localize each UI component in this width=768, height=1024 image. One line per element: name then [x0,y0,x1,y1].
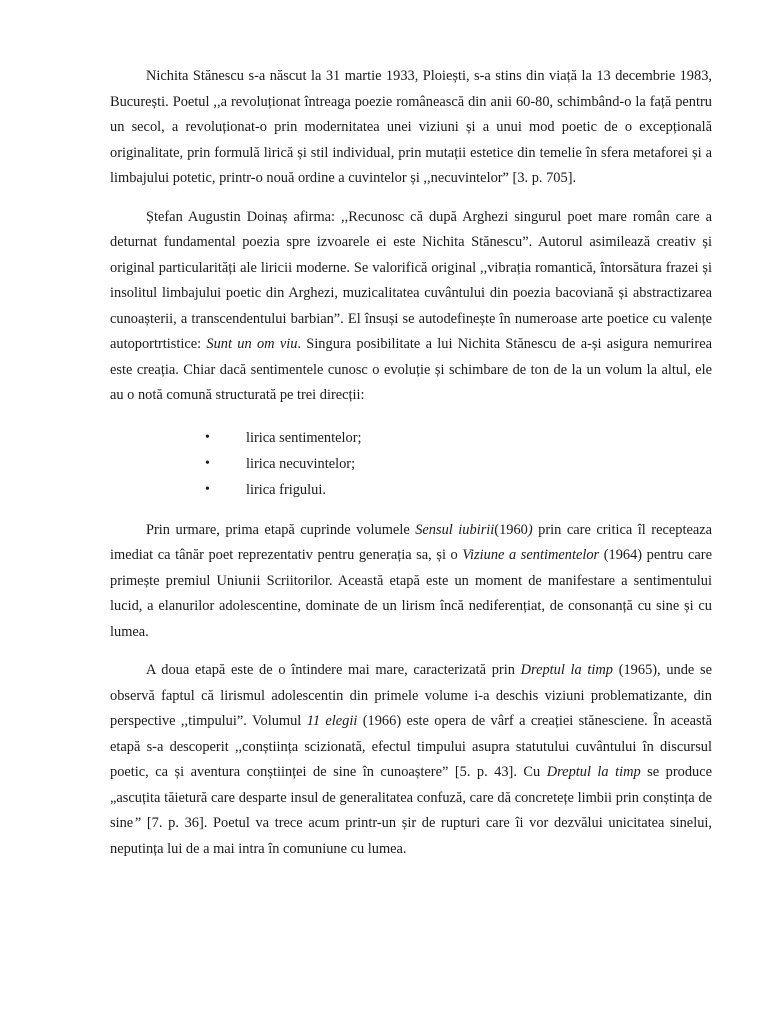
text-run: (1966) este opera de vârf a creației stănesciene. În această etapă s-a descoperit ,,conștiința scizionată, efectul timpului asupra statutului cuvântului în discursul poetic, ca și aventura conștiinței de sine în cunoaștere” [5. p. 43]. Cu [110,713,712,780]
text-run: se produce „ascuțita tăietură care desparte insul de generalitatea confuză, care dă concretețe limbii prin conștința de sine [110,764,713,831]
text-run: (1960 [494,521,528,538]
text-run: [7. p. 36]. Poetul va trece acum printr-un șir de rupturi care îi vor dezvălui unicitatea sinelui, neputința lui de a mai intra în comuniune cu lumea. [110,815,712,857]
text-run: (1964) pentru care primește premiul Uniunii Scriitorilor. Această etapă este un moment de manifestare a sentimentului lucid, a elanurilor adolescentine, dominate de un lirism încă nediferențiat, de consonanță cu sine și cu lumea. [110,547,712,640]
list-item-text: lirica necuvintelor; [246,455,356,472]
list-item [110,425,712,451]
bullet-icon: • [205,455,210,471]
paragraph-biography [110,64,712,192]
text-run: prin care critica îl recepteaza imediat ca tânăr poet reprezentativ pentru generația sa, și o [110,521,713,563]
bullet-icon: • [205,429,210,445]
italic-text: ” [133,815,142,831]
list-item-text: lirica sentimentelor; [246,429,362,446]
italic-text: Sensul iubirii [415,521,495,538]
document-page [110,64,712,862]
text-run: A doua etapă este de o întindere mai mare, caracterizată prin [146,662,521,678]
text-run: Nichita Stănescu s-a născut la 31 martie 1933, Ploiești, s-a stins din viață la 13 decembrie 1983, București. Poetul ,,a revoluționat întreaga poezie românească din anii 60-80, schimbând-o la față pentru un secol, a revoluționat-o prin modernitatea unei viziuni și a unui mod poetic de o excepțională originalitate, prin formulă lirică și stil individual, prin mutații estetice din temelie în sfera metaforei și a limbajului potetic, printr-o nouă ordine a cuvintelor și ,,necuvintelor” [3. p. 705]. [110,68,712,186]
italic-text: 11 elegii [306,713,358,729]
list-item [110,477,712,503]
paragraph-second-stage [110,658,712,862]
text-run: (1965), unde se observă faptul că lirismul adolescentin din primele volume i-a deschis viziuni problematizante, din perspective ,,timpului”. Volumul [110,662,712,729]
italic-text: Dreptul la timp [520,662,613,678]
directions-list [110,425,712,503]
paragraph-doinas-quote [110,205,712,409]
list-item [110,451,712,477]
italic-text: ) [527,521,533,538]
italic-text: Sunt un om viu [206,336,298,352]
italic-text: Dreptul la timp [546,764,641,780]
text-run: Prin urmare, prima etapă cuprinde volumele [146,521,416,538]
text-run: . Singura posibilitate a lui Nichita Stănescu de a-și asigura nemurirea este creația. Chiar dacă sentimentele cunosc o evoluție și schimbare de ton de la un volum la altul, ele au o notă comună structurată pe trei direcții: [110,336,712,403]
bullet-icon: • [205,481,210,497]
text-run: Ștefan Augustin Doinaș afirma: ,,Recunosc că după Arghezi singurul poet mare român care a deturnat fundamental poezia spre izvoarele ei este Nichita Stănescu”. Autorul asimilează creativ și original particularități ale liricii moderne. Se valorifică original ,,vibrația romantică, întorsătura frazei și insolitul limbajului poetic din Arghezi, muzicalitatea cuvântului din poezia bacoviană și abstractizarea cunoașterii, a transcendentului barbian”. El însuși se autodefinește în numeroase arte poetice cu valențe autoportrtistice: [110,208,712,352]
italic-text: Viziune a sentimentelor [462,547,600,563]
list-item-text: lirica frigului. [246,481,326,498]
paragraph-first-stage [110,518,712,646]
